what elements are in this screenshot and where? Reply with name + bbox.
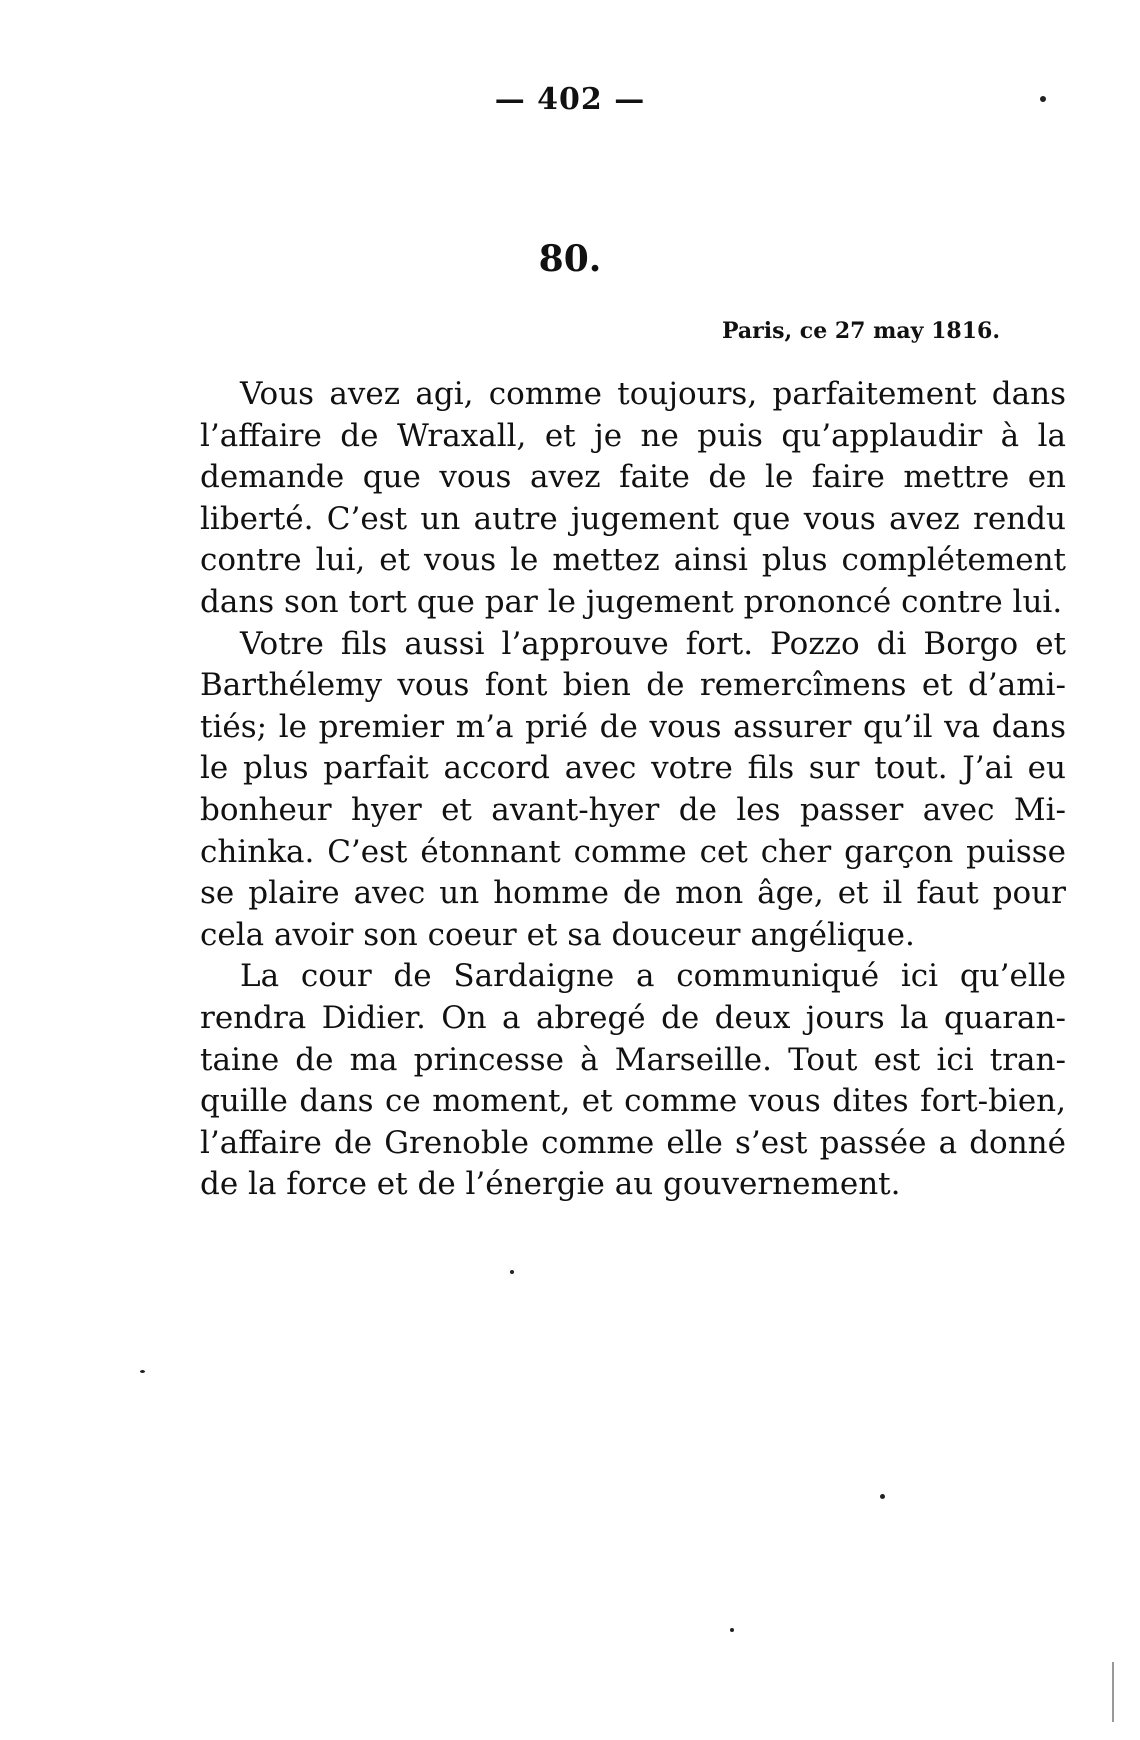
scan-speck (1040, 96, 1046, 102)
paragraph: La cour de Sardaigne a communiqué ici qu’elle rendra Didier. On a abregé de deux jours la quarantaine de ma princesse à Marseille. Tout est ici tranquille dans ce moment, et comme vous dites fort-bien, l’affaire de Grenoble comme elle s’est passée a donné de la force et de l’énergie au gouvernement. (200, 958, 1066, 1203)
scan-speck (510, 1270, 514, 1274)
scan-edge-line (1112, 1662, 1114, 1722)
scan-speck (880, 1494, 885, 1499)
dateline: Paris, ce 27 may 1816. (721, 318, 1000, 344)
letter-body (200, 374, 1066, 1206)
scan-speck (730, 1628, 734, 1632)
scan-speck (140, 1370, 145, 1373)
paragraph: Vous avez agi, comme toujours, parfaitement dans l’affaire de Wraxall, et je ne puis qu’applaudir à la demande que vous avez faite de le faire mettre en liberté. C’est un autre jugement que vous avez rendu contre lui, et vous le mettez ainsi plus complétement dans son tort que par le jugement prononcé contre lui. (200, 376, 1066, 620)
letter-number: 80. (538, 238, 602, 280)
paragraph: Votre fils aussi l’approuve fort. Pozzo di Borgo et Barthélemy vous font bien de remercîmens et d’amitiés; le premier m’a prié de vous assurer qu’il va dans le plus parfait accord avec votre fils sur tout. J’ai eu bonheur hyer et avant-hyer de les passer avec Michinka. C’est étonnant comme cet cher garçon puisse se plaire avec un homme de mon âge, et il faut pour cela avoir son coeur et sa douceur angélique. (200, 625, 1066, 953)
page-number: — 402 — (494, 82, 646, 117)
